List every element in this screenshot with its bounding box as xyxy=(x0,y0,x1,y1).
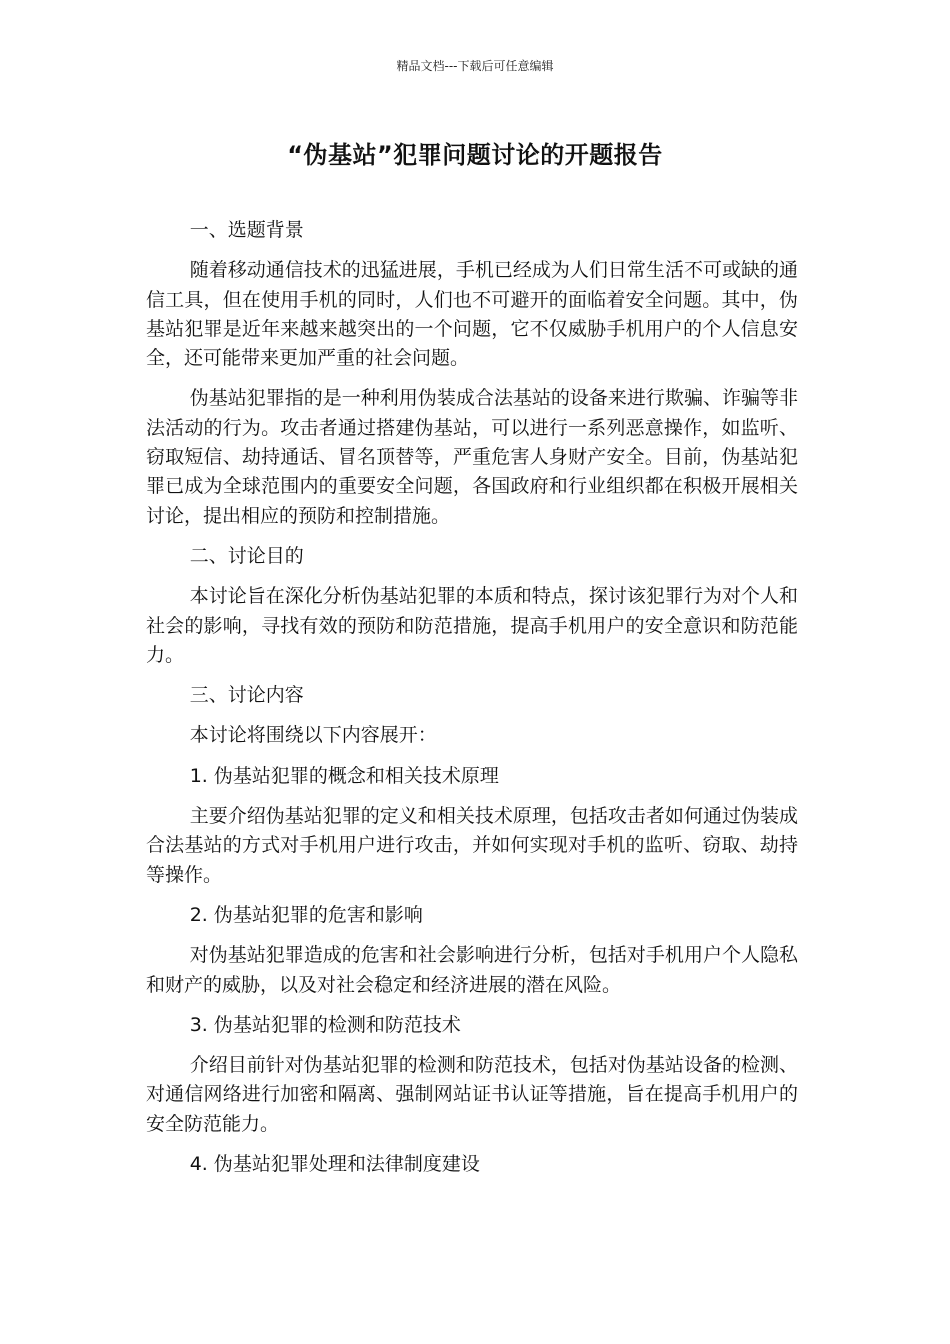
paragraph-concept: 主要介绍伪基站犯罪的定义和相关技术原理，包括攻击者如何通过伪装成合法基站的方式对手机用户进行攻击，并如何实现对手机的监听、窃取、劫持等操作。 xyxy=(146,805,798,886)
paragraph-background-2: 伪基站犯罪指的是一种利用伪装成合法基站的设备来进行欺骗、诈骗等非法活动的行为。攻击者通过搭建伪基站，可以进行一系列恶意操作，如监听、窃取短信、劫持通话、冒名顶替等，严重危害人身财产安全。目前，伪基站犯罪已成为全球范围内的重要安全问题，各国政府和行业组织都在积极开展相关讨论，提出相应的预防和控制措施。 xyxy=(146,387,798,527)
paragraph-harm: 对伪基站犯罪造成的危害和社会影响进行分析，包括对手机用户个人隐私和财产的威胁，以及对社会稳定和经济进展的潜在风险。 xyxy=(146,944,798,996)
paragraph-content-intro: 本讨论将围绕以下内容展开： xyxy=(189,724,437,747)
subheading-harm: 2. 伪基站犯罪的危害和影响 xyxy=(189,903,423,926)
paragraph-purpose: 本讨论旨在深化分析伪基站犯罪的本质和特点，探讨该犯罪行为对个人和社会的影响，寻找有效的预防和防范措施，提高手机用户的安全意识和防范能力。 xyxy=(146,585,798,666)
section-heading-content: 三、讨论内容 xyxy=(189,684,304,707)
section-heading-background: 一、选题背景 xyxy=(189,219,304,241)
paragraph-detection: 介绍目前针对伪基站犯罪的检测和防范技术，包括对伪基站设备的检测、对通信网络进行加密和隔离、强制网站证书认证等措施，旨在提高手机用户的安全防范能力。 xyxy=(146,1054,798,1135)
page-header: 精品文档---下载后可任意编辑 xyxy=(396,59,554,73)
document-title: “伪基站”犯罪问题讨论的开题报告 xyxy=(287,141,663,169)
subheading-concept: 1. 伪基站犯罪的概念和相关技术原理 xyxy=(189,764,499,787)
subheading-legal: 4. 伪基站犯罪处理和法律制度建设 xyxy=(189,1153,480,1176)
subheading-detection: 3. 伪基站犯罪的检测和防范技术 xyxy=(189,1013,461,1036)
document-body xyxy=(146,216,798,1190)
paragraph-background-1: 随着移动通信技术的迅猛进展，手机已经成为人们日常生活不可或缺的通信工具，但在使用手机的同时，人们也不可避开的面临着安全问题。其中，伪基站犯罪是近年来越来越突出的一个问题，它不仅威胁手机用户的个人信息安全，还可能带来更加严重的社会问题。 xyxy=(146,259,798,370)
section-heading-purpose: 二、讨论目的 xyxy=(189,544,304,567)
